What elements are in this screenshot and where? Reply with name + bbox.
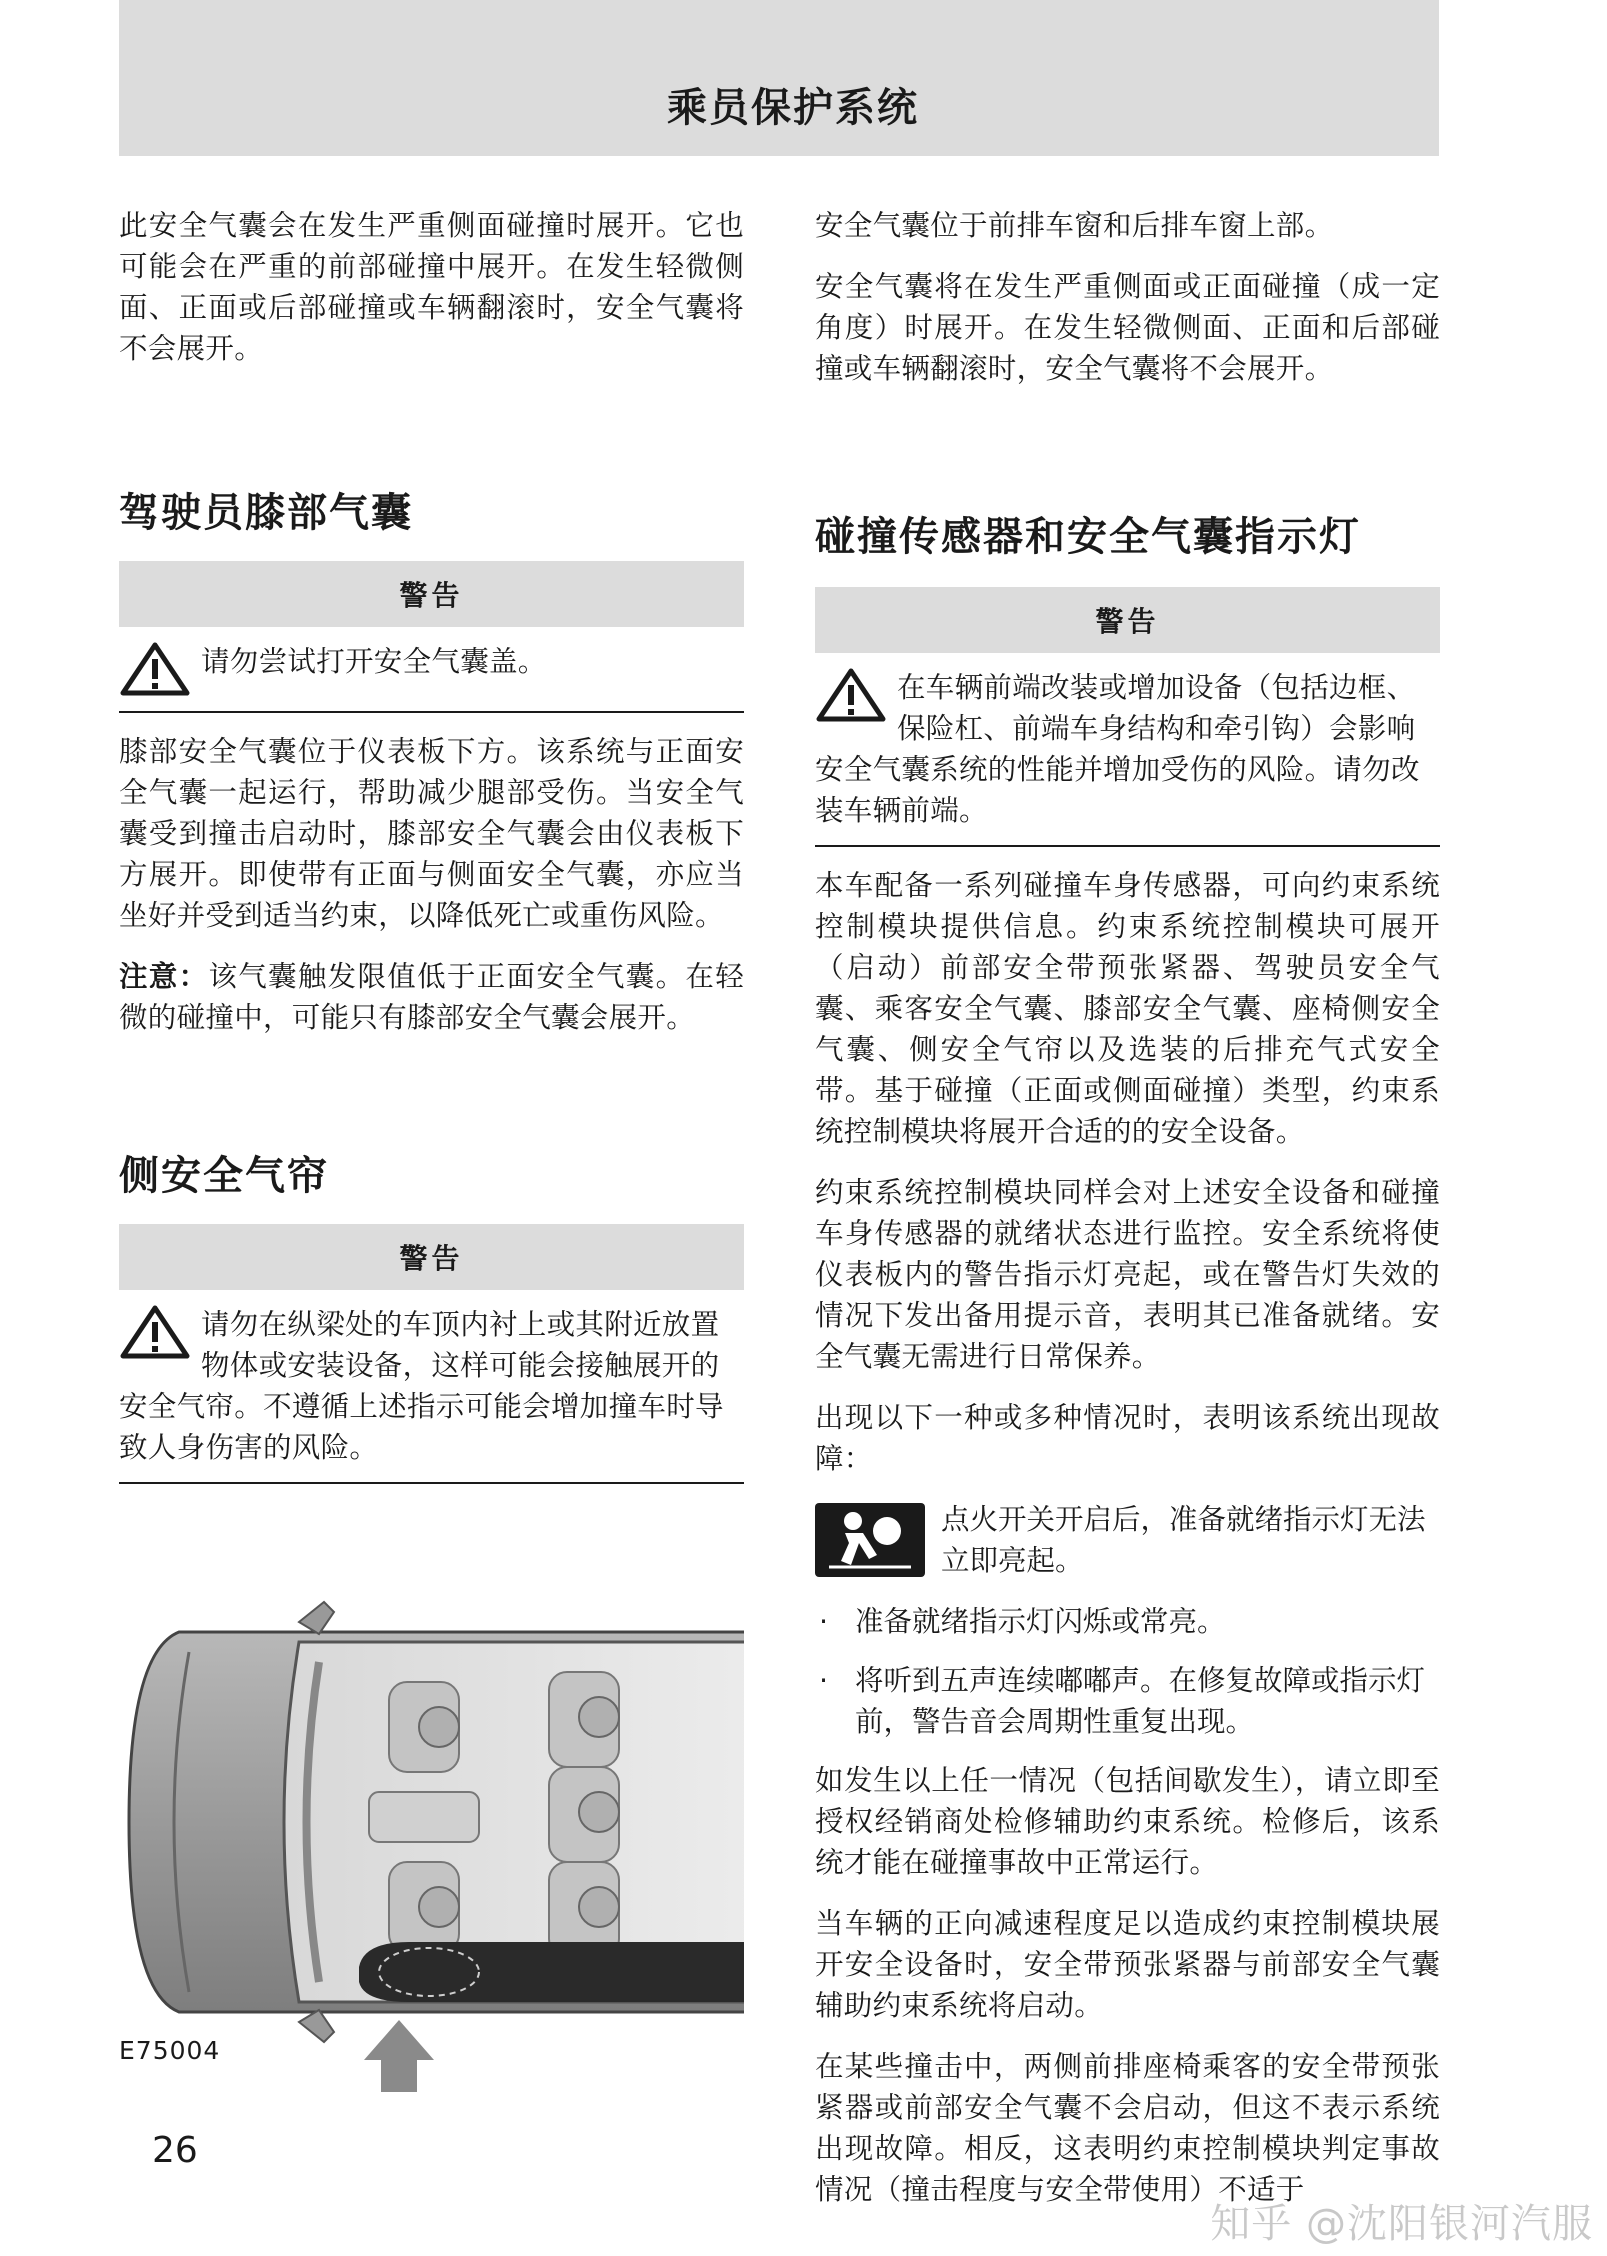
- vehicle-curtain-illustration: [119, 1572, 744, 2092]
- figure-label: E75004: [119, 2036, 221, 2065]
- knee-warning-bar: [119, 561, 744, 627]
- bullet-dot: ·: [819, 1605, 829, 1638]
- knee-airbag-note: [119, 956, 744, 1038]
- note-text: 该气囊触发限值低于正面安全气囊。在轻微的碰撞中，可能只有膝部安全气囊会展开。: [119, 960, 744, 1034]
- fault-intro-text: 出现以下一种或多种情况时，表明该系统出现故障：: [815, 1401, 1440, 1475]
- knee-warning-box: [119, 627, 744, 713]
- sensor-warning-bar: [815, 587, 1440, 653]
- sensor-description: 本车配备一系列碰撞车身传感器，可向约束系统控制模块提供信息。约束系统控制模块可展开（启动）前部安全带预张紧器、驾驶员安全气囊、乘客安全气囊、膝部安全气囊、座椅侧安全气囊、侧安全气帘以及选装的后排充气式安全带。基于碰撞（正面或侧面碰撞）类型，约束系统控制模块将展开合适的的安全设备。: [815, 869, 1440, 1148]
- service-advice-text: 如发生以上任一情况（包括间歇发生），请立即至授权经销商处检修辅助约束系统。检修后，该系统才能在碰撞事故中正常运行。: [815, 1764, 1440, 1879]
- knee-airbag-description: 膝部安全气囊位于仪表板下方。该系统与正面安全气囊一起运行，帮助减少腿部受伤。当安全气囊受到撞击启动时，膝部安全气囊会由仪表板下方展开。即使带有正面与侧面安全气囊，亦应当坐好并受到适当约束，以降低死亡或重伤风险。: [119, 735, 744, 932]
- warning-triangle-icon: [119, 641, 191, 697]
- sensor-warning-box: [815, 653, 1440, 847]
- left-column: [119, 205, 744, 1484]
- fault-bullet: [815, 1601, 1440, 1642]
- bullet-dot: ·: [819, 1664, 829, 1697]
- knee-airbag-heading: 驾驶员膝部气囊: [119, 490, 413, 536]
- sensor-monitoring-text: 约束系统控制模块同样会对上述安全设备和碰撞车身传感器的就绪状态进行监控。安全系统将使仪表板内的警告指示灯亮起，或在警告灯失效的情况下发出备用提示音，表明其已准备就绪。安全气囊无需进行日常保养。: [815, 1176, 1440, 1373]
- fault-bullet: [815, 1660, 1440, 1742]
- fault-bullet-text: 准备就绪指示灯闪烁或常亮。: [855, 1605, 1226, 1638]
- pretensioner-activation-text: 当车辆的正向减速程度足以造成约束控制模块展开安全设备时，安全带预张紧器与前部安全气囊辅助约束系统将启动。: [815, 1907, 1440, 2022]
- side-curtain-heading: 侧安全气帘: [119, 1153, 329, 1199]
- fault-indicator-text: 点火开关开启后，准备就绪指示灯无法立即亮起。: [941, 1503, 1426, 1577]
- airbag-indicator-icon: [815, 1503, 925, 1577]
- car-topview-image: [119, 1572, 744, 2092]
- curtain-intro-text: 此安全气囊会在发生严重侧面碰撞时展开。它也可能会在严重的前部碰撞中展开。在发生轻微侧面、正面或后部碰撞或车辆翻滚时，安全气囊将不会展开。: [119, 209, 744, 365]
- curtain-warning-label: 警告: [399, 1242, 464, 1275]
- note-label: 注意：: [119, 960, 209, 993]
- page-number: 26: [152, 2130, 198, 2171]
- fault-indicator-item: [815, 1499, 1440, 1581]
- watermark: 知乎 @沈阳银河汽服: [1210, 2201, 1593, 2247]
- header-band: [119, 0, 1439, 156]
- curtain-warning-text: 请勿在纵梁处的车顶内衬上或其附近放置物体或安装设备，这样可能会接触展开的安全气帘。不遵循上述指示可能会增加撞车时导致人身伤害的风险。: [119, 1308, 724, 1464]
- fault-bullet-text: 将听到五声连续嘟嘟声。在修复故障或指示灯前，警告音会周期性重复出现。: [855, 1664, 1426, 1738]
- curtain-warning-box: [119, 1290, 744, 1484]
- page-title: 乘员保护系统: [667, 85, 919, 131]
- sensor-warning-label: 警告: [1095, 605, 1160, 638]
- sensor-warning-text: 在车辆前端改装或增加设备（包括边框、保险杠、前端车身结构和牵引钩）会影响安全气囊系统的性能并增加受伤的风险。请勿改装车辆前端。: [815, 671, 1420, 827]
- crash-sensor-heading: 碰撞传感器和安全气囊指示灯: [815, 514, 1361, 560]
- right-column: [815, 205, 1440, 2230]
- curtain-location-text: 安全气囊位于前排车窗和后排车窗上部。: [815, 209, 1334, 242]
- warning-triangle-icon: [119, 1304, 191, 1360]
- curtain-deploy-text: 安全气囊将在发生严重侧面或正面碰撞（成一定角度）时展开。在发生轻微侧面、正面和后部碰撞或车辆翻滚时，安全气囊将不会展开。: [815, 270, 1440, 385]
- warning-triangle-icon: [815, 667, 887, 723]
- curtain-warning-bar: [119, 1224, 744, 1290]
- knee-warning-label: 警告: [399, 579, 464, 612]
- knee-warning-text: 请勿尝试打开安全气囊盖。: [201, 645, 547, 678]
- non-deployment-text: 在某些撞击中，两侧前排座椅乘客的安全带预张紧器或前部安全气囊不会启动，但这不表示系统出现故障。相反，这表明约束控制模块判定事故情况（撞击程度与安全带使用）不适于: [815, 2050, 1440, 2206]
